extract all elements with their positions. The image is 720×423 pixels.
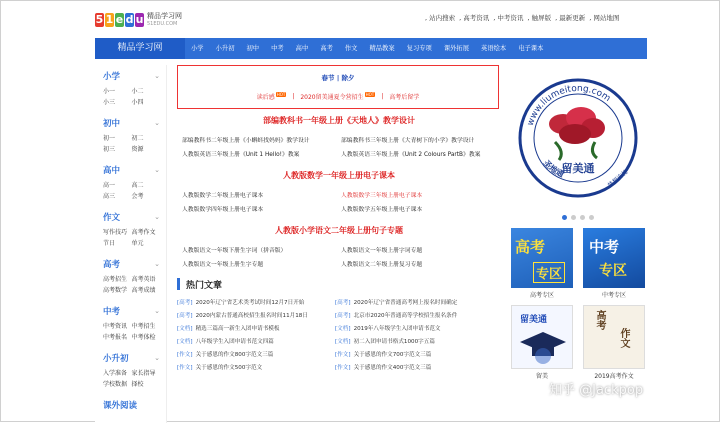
- logo-sub: 51EDU.COM: [147, 21, 178, 27]
- sidebar-link[interactable]: 高考数学: [103, 287, 128, 294]
- gaokao-essay-tile[interactable]: [583, 305, 645, 380]
- promo-link-new-year-eve[interactable]: 除夕: [341, 74, 355, 82]
- sidebar-link[interactable]: 初二: [131, 135, 144, 142]
- nav-item-gaokao[interactable]: 高考: [320, 45, 333, 52]
- chevron-down-icon[interactable]: ⌄: [154, 354, 160, 362]
- sidebar-section: [95, 300, 166, 347]
- nav-item-lessons[interactable]: 精品教案: [369, 45, 395, 52]
- sidebar-section: [95, 206, 166, 253]
- sidebar-link[interactable]: 会考: [131, 193, 144, 200]
- sidebar-section: [95, 159, 166, 206]
- featured-link[interactable]: 人教版数学三年级上册电子课本: [341, 193, 423, 199]
- nav-item-primary[interactable]: 小学: [191, 45, 204, 52]
- site-logo[interactable]: [95, 11, 182, 29]
- sidebar-link[interactable]: 初三: [103, 146, 116, 153]
- promo-link-review[interactable]: 读后感 HOT: [256, 92, 286, 101]
- featured-block-title[interactable]: 人教版数学一年级上册电子课本: [283, 171, 395, 180]
- article-item[interactable]: [高考] 北京市2020年普通高等学校招生报名条件: [335, 313, 458, 319]
- carousel-dot[interactable]: [589, 215, 594, 220]
- top-links: [425, 13, 619, 22]
- chevron-down-icon[interactable]: ⌄: [154, 213, 160, 221]
- sidebar-link[interactable]: 高考作文: [131, 229, 156, 236]
- promo-link-study-abroad[interactable]: 高考后留学: [389, 94, 420, 101]
- sidebar-section: [95, 112, 166, 159]
- article-item[interactable]: [作文] 关于感恩的作文400字范文三篇: [335, 365, 432, 371]
- sidebar-section-title[interactable]: 高考: [103, 260, 121, 270]
- seal-url: www.liumeitong.com: [525, 83, 613, 128]
- sidebar-section-title[interactable]: 小学: [103, 72, 121, 82]
- featured-block: [177, 225, 501, 268]
- sidebar-section-title[interactable]: 作文: [103, 213, 121, 223]
- logo-digit: 5: [95, 13, 104, 26]
- toplink-search[interactable]: , 站内搜索: [425, 14, 456, 22]
- logo-digit: e: [115, 13, 124, 26]
- featured-block: [177, 115, 501, 158]
- top-bar: [1, 1, 720, 37]
- seal-bottom: 圣地通: [541, 158, 566, 180]
- promo-box: [177, 65, 499, 109]
- chevron-down-icon[interactable]: ⌄: [154, 307, 160, 315]
- nav-item-junior[interactable]: 初中: [246, 45, 260, 52]
- carousel-dot[interactable]: [571, 215, 576, 220]
- tile-caption: 高考专区: [529, 292, 554, 299]
- zhongkao-zone-tile[interactable]: [583, 228, 645, 299]
- nav-item-xiaoshengchu[interactable]: 小升初: [215, 45, 235, 52]
- featured-block-title[interactable]: 部编教科书一年级上册《天地人》教学设计: [263, 116, 415, 125]
- promo-link-summer-camp[interactable]: 2020留美通夏令营招生 HOT: [300, 92, 375, 101]
- nav-item-zhongkao[interactable]: 中考: [271, 45, 284, 52]
- sidebar-link[interactable]: 高一: [103, 182, 116, 189]
- sidebar-section: [95, 347, 166, 394]
- toplink-latest[interactable]: , 最新更新: [555, 14, 586, 22]
- liumeitong-tile[interactable]: [511, 305, 573, 380]
- section-accent-bar: [177, 278, 180, 290]
- sidebar-link[interactable]: 小二: [131, 88, 144, 95]
- tile-word: 高考: [515, 238, 546, 256]
- featured-link[interactable]: 人教版语文二年级上册复习专题: [341, 262, 423, 268]
- article-item[interactable]: [文档] 2019年八年级学生入团申请书范文: [335, 326, 441, 332]
- sidebar-link[interactable]: 单元: [131, 240, 144, 247]
- sidebar-link[interactable]: 高考招生: [103, 276, 128, 283]
- sidebar-section: [95, 65, 166, 112]
- sidebar-section-title[interactable]: 中考: [103, 307, 121, 317]
- tile-word: 专区: [533, 262, 565, 283]
- sidebar-link[interactable]: 高考成绩: [131, 287, 156, 294]
- seal-center: 留美通: [561, 162, 595, 175]
- ad-banner[interactable]: [511, 65, 645, 211]
- nav-item-review[interactable]: 复习专项: [406, 45, 432, 52]
- tile-caption: 2019高考作文: [594, 373, 634, 380]
- hot-articles-title: 热门文章: [186, 280, 223, 291]
- sidebar-section: [95, 253, 166, 300]
- sidebar-link[interactable]: 小三: [103, 99, 116, 106]
- article-item[interactable]: [文档] 精选三篇高一新生入团申请书模板: [177, 326, 280, 332]
- hot-articles-header: [177, 276, 501, 292]
- tile-word: 高考: [594, 310, 605, 330]
- tile-word: 中考: [589, 238, 620, 256]
- sidebar-link[interactable]: 中考资讯: [103, 323, 128, 330]
- sidebar-link[interactable]: 入学准备: [103, 370, 128, 377]
- logo-digit: 1: [105, 13, 114, 26]
- sidebar-section-title[interactable]: 初中: [103, 119, 121, 129]
- article-item[interactable]: [文档] 初二入团申请书格式1000字五篇: [335, 339, 435, 345]
- sidebar-link[interactable]: 中考招生: [131, 323, 156, 330]
- tile-caption: 中考专区: [601, 292, 626, 299]
- nav-item-essay[interactable]: 作文: [344, 45, 358, 52]
- article-item[interactable]: [文档] 八年级学生入团申请书范文四篇: [177, 339, 274, 345]
- sidebar-link[interactable]: 资源: [131, 146, 144, 153]
- logo-digit: u: [135, 13, 144, 26]
- sidebar-link[interactable]: 小四: [131, 99, 144, 106]
- logo-name: 精品学习网: [147, 12, 182, 20]
- sidebar-section: [95, 394, 166, 412]
- sidebar-link[interactable]: 择校: [131, 381, 144, 388]
- nav-item-picturebook[interactable]: 英语绘本: [481, 45, 507, 52]
- promo-link-spring-festival[interactable]: 春节: [321, 74, 335, 82]
- tile-caption: 留美: [535, 373, 548, 380]
- divider: |: [292, 93, 295, 100]
- sidebar-link[interactable]: 中考报名: [103, 334, 128, 341]
- graduation-cap-icon: [518, 330, 568, 364]
- sidebar-link[interactable]: 高三: [103, 193, 116, 200]
- carousel-dots: [511, 215, 645, 220]
- article-item[interactable]: [高考] 2020年辽宁省普通高考网上报名时间确定: [335, 300, 458, 306]
- toplink-zhongkao[interactable]: , 中考资讯: [493, 14, 524, 22]
- main-nav: [95, 38, 647, 59]
- main-content: [177, 65, 501, 423]
- sidebar-link[interactable]: 高二: [131, 182, 144, 189]
- featured-link[interactable]: 人教版英语三年级上册《Unit 1 Hello!》教案: [182, 152, 300, 158]
- sidebar-link[interactable]: 写作技巧: [103, 229, 128, 236]
- nav-brand[interactable]: 精品学习网: [95, 38, 185, 59]
- featured-link[interactable]: 人教版语文一年级上册生字专题: [182, 262, 264, 268]
- sidebar-link[interactable]: 初一: [103, 135, 116, 142]
- article-item[interactable]: [作文] 关于感恩的作文700字范文三篇: [335, 352, 432, 358]
- sidebar-section-title[interactable]: 小升初: [103, 354, 129, 364]
- featured-block: [177, 170, 501, 213]
- seal-right: 梦想连接: [606, 168, 630, 190]
- carousel-dot[interactable]: [562, 215, 567, 220]
- sidebar-section-title[interactable]: 高中: [103, 166, 121, 176]
- featured-link[interactable]: 人教版数学五年级上册电子课本: [341, 207, 423, 213]
- featured-link[interactable]: 人教版语文一年级上册字词专题: [341, 248, 423, 254]
- category-sidebar: [95, 65, 167, 423]
- featured-link[interactable]: 人教版英语三年级上册《Unit 2 Colours PartB》教案: [341, 152, 481, 158]
- featured-block-title[interactable]: 人教版小学语文二年级上册句子专题: [275, 226, 403, 235]
- liumeitong-seal: [515, 68, 641, 208]
- nav-item-ebook[interactable]: 电子课本: [518, 45, 544, 52]
- sidebar-link[interactable]: 家长指导: [131, 370, 156, 377]
- chevron-down-icon[interactable]: ⌄: [154, 260, 160, 268]
- carousel-dot[interactable]: [580, 215, 585, 220]
- featured-link[interactable]: 人教版数学二年级上册电子课本: [182, 193, 264, 199]
- sidebar-link[interactable]: 小一: [103, 88, 116, 95]
- gaokao-zone-tile[interactable]: [511, 228, 573, 299]
- toplink-mobile[interactable]: , 触屏版: [527, 14, 552, 22]
- chevron-down-icon[interactable]: ⌄: [154, 119, 160, 127]
- featured-link[interactable]: 部编教科书二年级上册《小蝌蚪找妈妈》教学设计: [182, 138, 310, 144]
- article-item[interactable]: [高考] 2020内蒙古普通高校招生报名时间11月18日: [177, 313, 308, 319]
- sidebar-section-title[interactable]: 课外阅读: [103, 401, 138, 411]
- sidebar-link[interactable]: 中考体检: [131, 334, 156, 341]
- divider: |: [381, 93, 384, 100]
- sidebar-link[interactable]: 高考英语: [131, 276, 156, 283]
- hot-badge: HOT: [276, 92, 286, 97]
- featured-link[interactable]: 部编教科书三年级上册《大青树下的小学》教学设计: [341, 138, 475, 144]
- hot-badge: HOT: [365, 92, 375, 97]
- tile-word: 留美通: [520, 315, 548, 325]
- right-column: [511, 65, 645, 423]
- hot-articles-list: [177, 298, 501, 371]
- sidebar-link[interactable]: 节日: [103, 240, 116, 247]
- nav-item-senior[interactable]: 高中: [295, 45, 309, 52]
- toplink-gaokao[interactable]: , 高考资讯: [459, 14, 490, 22]
- chevron-down-icon[interactable]: ⌄: [154, 72, 160, 80]
- zhihu-watermark: 知乎 @Jackpop: [549, 383, 644, 398]
- toplink-sitemap[interactable]: , 网站地图: [589, 14, 620, 22]
- chevron-down-icon[interactable]: ⌄: [154, 166, 160, 174]
- article-item[interactable]: [作文] 关于感恩的作文500字范文: [177, 365, 263, 371]
- logo-digit: d: [125, 13, 134, 26]
- divider: |: [336, 74, 342, 82]
- tile-word: 专区: [599, 263, 627, 279]
- article-item[interactable]: [作文] 关于感恩的作文800字范文三篇: [177, 352, 274, 358]
- featured-link[interactable]: 人教版数学四年级上册电子课本: [182, 207, 264, 213]
- featured-link[interactable]: 人教版语文一年级下册生字词（拼音版）: [182, 248, 287, 254]
- tile-word: 作文: [618, 328, 629, 348]
- nav-item-extra[interactable]: 课外拓展: [443, 45, 470, 52]
- sidebar-link[interactable]: 学校数据: [103, 381, 128, 388]
- article-item[interactable]: [高考] 2020年辽宁省艺术类考试时间12月7日开始: [177, 300, 305, 306]
